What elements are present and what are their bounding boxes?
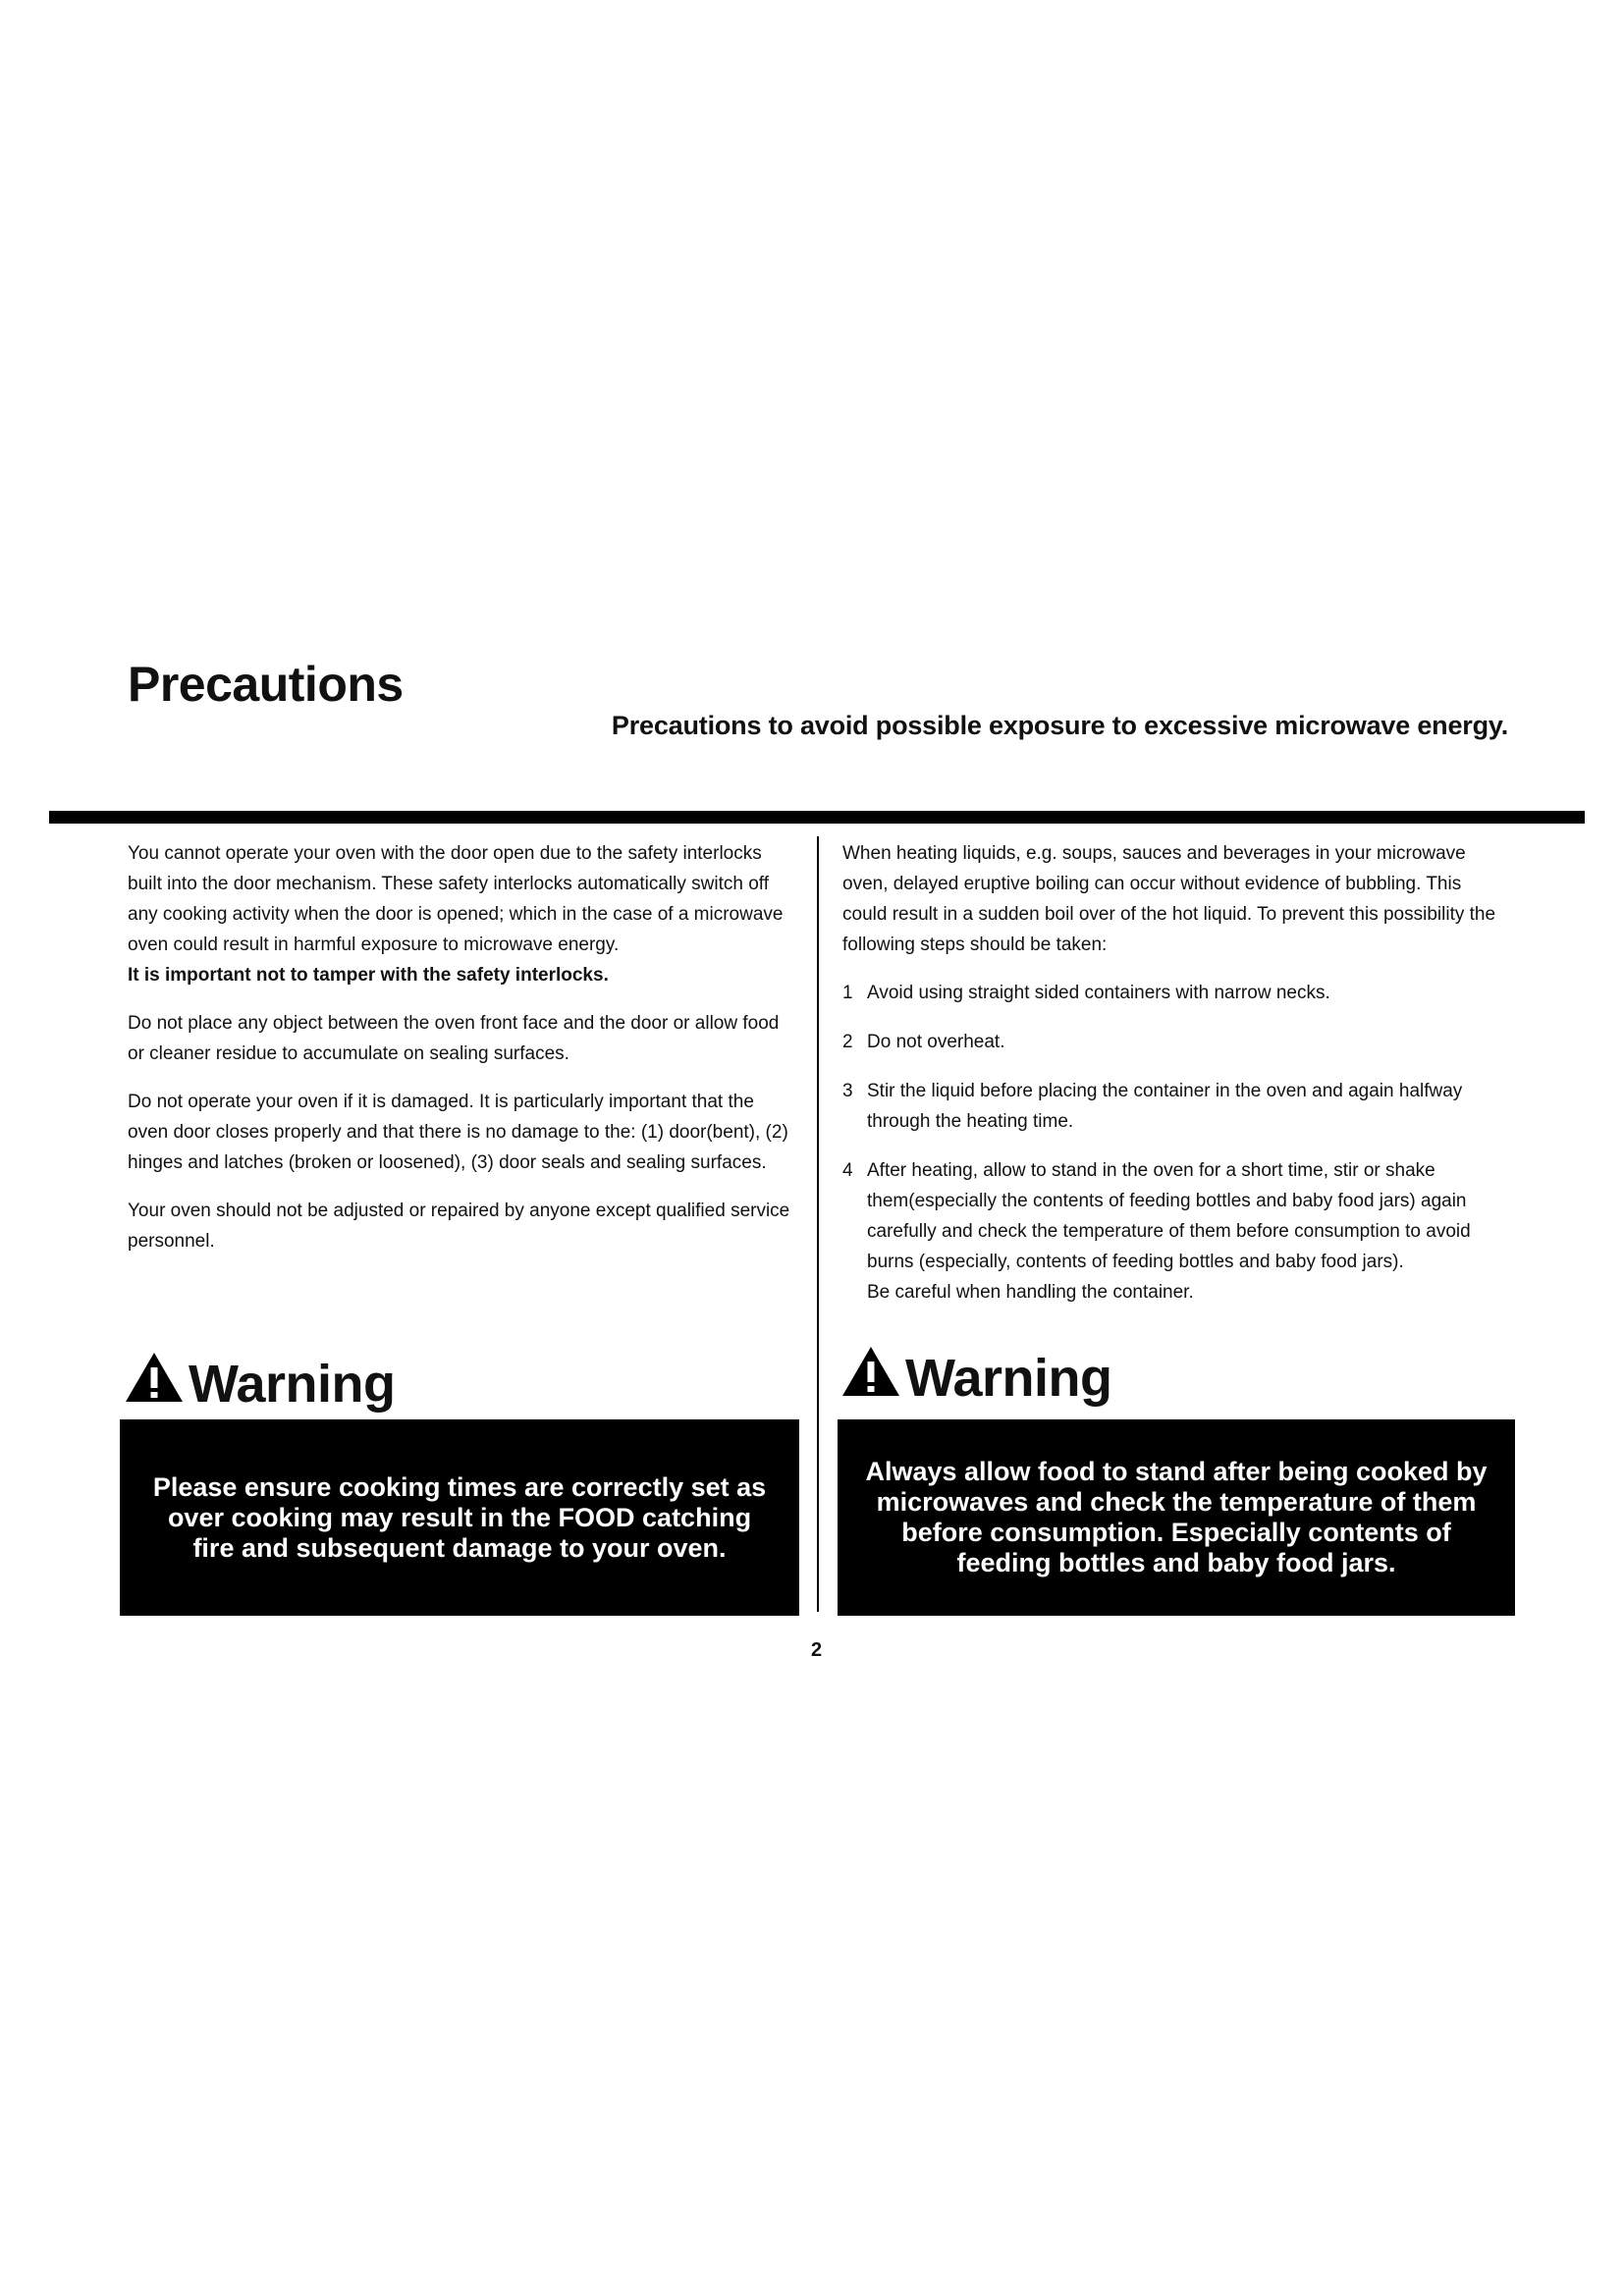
warning-triangle-icon bbox=[124, 1351, 185, 1416]
list-item bbox=[842, 978, 1510, 1008]
precaution-steps-list bbox=[842, 978, 1510, 1308]
column-divider bbox=[817, 836, 819, 1612]
list-item bbox=[842, 1027, 1510, 1057]
step-text: Do not overheat. bbox=[867, 1032, 1005, 1052]
warning-box-left bbox=[120, 1419, 799, 1616]
step-text: After heating, allow to stand in the oven for a short time, stir or shake them(especially the contents of feeding bottles and baby food jars) again carefully and check the temperature of them before consumption to avoid burns (especially, contents of feeding bottles and baby food jars). bbox=[867, 1160, 1471, 1272]
warning-heading-right bbox=[840, 1345, 1111, 1411]
page-subtitle: Precautions to avoid possible exposure to excessive microwave energy. bbox=[611, 711, 1508, 740]
page-number: 2 bbox=[811, 1639, 823, 1661]
paragraph-qualified-service: Your oven should not be adjusted or repaired by anyone except qualified service personnel. bbox=[128, 1201, 790, 1252]
warning-box-right bbox=[838, 1419, 1515, 1616]
header-rule bbox=[49, 811, 1585, 824]
paragraph-text: You cannot operate your oven with the door open due to the safety interlocks built into the door mechanism. These safety interlocks automatically switch off any cooking activity when the door is opened; which in the case of a microwave oven could result in harmful exposure to microwave energy. bbox=[128, 843, 784, 955]
warning-triangle-icon bbox=[840, 1345, 901, 1411]
step-text: Stir the liquid before placing the container in the oven and again halfway through the heating time. bbox=[867, 1081, 1463, 1132]
step-text: Avoid using straight sided containers with narrow necks. bbox=[867, 983, 1330, 1003]
list-item bbox=[842, 1155, 1510, 1308]
paragraph-heating-liquids: When heating liquids, e.g. soups, sauces and beverages in your microwave oven, delayed eruptive boiling can occur without evidence of bubbling. This could result in a sudden boil over of the hot liquid. To prevent this possibility the following steps should be taken: bbox=[842, 843, 1496, 955]
paragraph-damaged-oven: Do not operate your oven if it is damaged. It is particularly important that the oven door closes properly and that there is no damage to the: (1) door(bent), (2) hinges and latches (broken or loosened), (3) door seals and sealing surfaces. bbox=[128, 1092, 788, 1173]
warning-text: Always allow food to stand after being cooked by microwaves and check the temperature of them before consumption. Especially contents of feeding bottles and baby food jars. bbox=[865, 1457, 1488, 1577]
interlock-warning-text: It is important not to tamper with the safety interlocks. bbox=[128, 965, 609, 986]
right-column bbox=[842, 838, 1510, 1326]
list-item bbox=[842, 1076, 1510, 1137]
left-column bbox=[128, 838, 797, 1274]
step-number: 3 bbox=[842, 1081, 853, 1101]
paragraph-door-interlocks bbox=[128, 838, 797, 990]
step-number: 4 bbox=[842, 1160, 853, 1181]
paragraph-sealing-surfaces: Do not place any object between the oven front face and the door or allow food or cleaner residue to accumulate on sealing surfaces. bbox=[128, 1013, 780, 1064]
warning-heading-text: Warning bbox=[189, 1354, 396, 1414]
step-extra-note: Be careful when handling the container. bbox=[867, 1282, 1194, 1303]
page-title: Precautions bbox=[128, 657, 404, 712]
step-number: 2 bbox=[842, 1032, 853, 1052]
warning-text: Please ensure cooking times are correctly set as over cooking may result in the FOOD catching fire and subsequent damage to your oven. bbox=[152, 1471, 767, 1563]
step-number: 1 bbox=[842, 983, 853, 1003]
warning-heading-text: Warning bbox=[905, 1348, 1112, 1408]
warning-heading-left bbox=[124, 1351, 395, 1416]
